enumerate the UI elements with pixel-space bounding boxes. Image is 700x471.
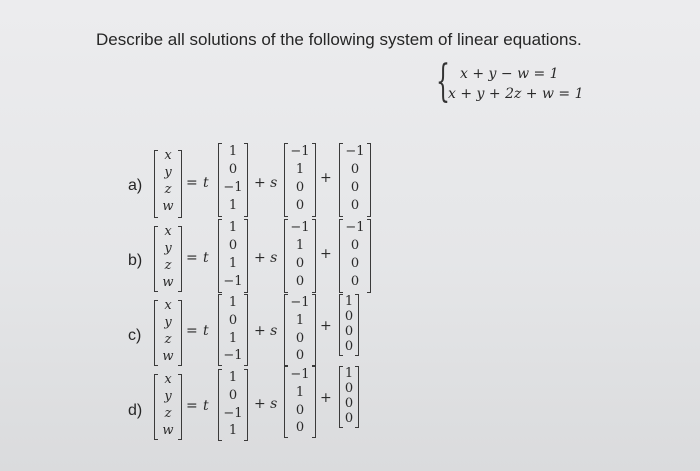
constant-vector: [339, 219, 371, 293]
option-label: a): [128, 177, 143, 194]
equals-sign: =: [186, 250, 198, 266]
s-vector: [284, 219, 316, 293]
vector-entry: −1: [223, 274, 243, 289]
vector-entry: 0: [344, 381, 354, 396]
param-t: t: [203, 323, 209, 339]
vector-entry: −1: [223, 348, 243, 363]
vector-entry: 1: [228, 256, 238, 271]
vector-entry: x: [164, 224, 172, 239]
vector-entry: 1: [295, 238, 305, 253]
vector-entry: 1: [295, 162, 305, 177]
plus-sign: +: [320, 170, 332, 186]
constant-vector: [339, 366, 359, 428]
option-label: c): [128, 327, 142, 344]
vector-entry: w: [162, 423, 174, 438]
vector-entry: 0: [344, 339, 354, 354]
vector-entry: 0: [350, 256, 360, 271]
vector-entry: w: [162, 349, 174, 364]
equation-system: [436, 56, 606, 107]
variable-vector: [154, 150, 182, 218]
vector-entry: 1: [344, 366, 354, 381]
vector-entry: −1: [345, 144, 365, 159]
vector-entry: x: [164, 372, 172, 387]
variable-vector: [154, 300, 182, 366]
plus-sign: +: [320, 246, 332, 262]
vector-entry: z: [164, 258, 172, 273]
vector-entry: 1: [295, 385, 305, 400]
vector-entry: 1: [295, 313, 305, 328]
vector-entry: 1: [228, 295, 238, 310]
vector-entry: 0: [228, 238, 238, 253]
vector-entry: 0: [228, 313, 238, 328]
question-title: Describe all solutions of the following system of linear equations.: [96, 30, 582, 49]
constant-vector: [339, 294, 359, 356]
t-vector: [218, 294, 248, 366]
vector-entry: −1: [223, 406, 243, 421]
vector-entry: 0: [350, 274, 360, 289]
constant-vector: [339, 143, 371, 217]
vector-entry: 0: [295, 274, 305, 289]
vector-entry: 0: [295, 198, 305, 213]
vector-entry: 0: [295, 180, 305, 195]
vector-entry: 0: [228, 162, 238, 177]
vector-entry: 1: [344, 294, 354, 309]
equals-sign: =: [186, 398, 198, 414]
vector-entry: −1: [290, 220, 310, 235]
vector-entry: 0: [295, 348, 305, 363]
s-vector: [284, 366, 316, 438]
vector-entry: 0: [344, 396, 354, 411]
param-s: + s: [254, 250, 278, 266]
system-brace: {: [436, 56, 450, 107]
vector-entry: w: [162, 199, 174, 214]
equation-2: x + y + 2z + w = 1: [448, 86, 584, 102]
vector-entry: 0: [228, 388, 238, 403]
plus-sign: +: [320, 318, 332, 334]
vector-entry: z: [164, 332, 172, 347]
vector-entry: 1: [228, 198, 238, 213]
param-t: t: [203, 250, 209, 266]
vector-entry: 0: [344, 324, 354, 339]
vector-entry: y: [164, 315, 172, 330]
t-vector: [218, 219, 248, 293]
vector-entry: 0: [350, 198, 360, 213]
s-vector: [284, 294, 316, 366]
t-vector: [218, 369, 248, 441]
vector-entry: 0: [350, 238, 360, 253]
equation-1: x + y − w = 1: [460, 66, 559, 82]
vector-entry: 0: [350, 162, 360, 177]
equals-sign: =: [186, 175, 198, 191]
vector-entry: z: [164, 182, 172, 197]
param-t: t: [203, 398, 209, 414]
vector-entry: y: [164, 389, 172, 404]
vector-entry: 0: [295, 403, 305, 418]
equals-sign: =: [186, 323, 198, 339]
variable-vector: [154, 374, 182, 440]
variable-vector: [154, 226, 182, 292]
t-vector: [218, 143, 248, 217]
plus-sign: +: [320, 390, 332, 406]
vector-entry: −1: [290, 295, 310, 310]
vector-entry: 1: [228, 370, 238, 385]
vector-entry: x: [164, 148, 172, 163]
vector-entry: 1: [228, 144, 238, 159]
option-label: b): [128, 252, 143, 269]
param-t: t: [203, 175, 209, 191]
vector-entry: 1: [228, 220, 238, 235]
vector-entry: z: [164, 406, 172, 421]
option-label: d): [128, 402, 143, 419]
vector-entry: 0: [295, 331, 305, 346]
param-s: + s: [254, 175, 278, 191]
vector-entry: 0: [295, 420, 305, 435]
vector-entry: −1: [345, 220, 365, 235]
s-vector: [284, 143, 316, 217]
param-s: + s: [254, 323, 278, 339]
vector-entry: 0: [344, 309, 354, 324]
vector-entry: x: [164, 298, 172, 313]
vector-entry: −1: [290, 144, 310, 159]
vector-entry: y: [164, 241, 172, 256]
vector-entry: y: [164, 165, 172, 180]
vector-entry: 0: [350, 180, 360, 195]
vector-entry: 1: [228, 331, 238, 346]
vector-entry: w: [162, 275, 174, 290]
vector-entry: −1: [223, 180, 243, 195]
vector-entry: 0: [344, 411, 354, 426]
param-s: + s: [254, 396, 278, 412]
vector-entry: 1: [228, 423, 238, 438]
vector-entry: −1: [290, 367, 310, 382]
vector-entry: 0: [295, 256, 305, 271]
